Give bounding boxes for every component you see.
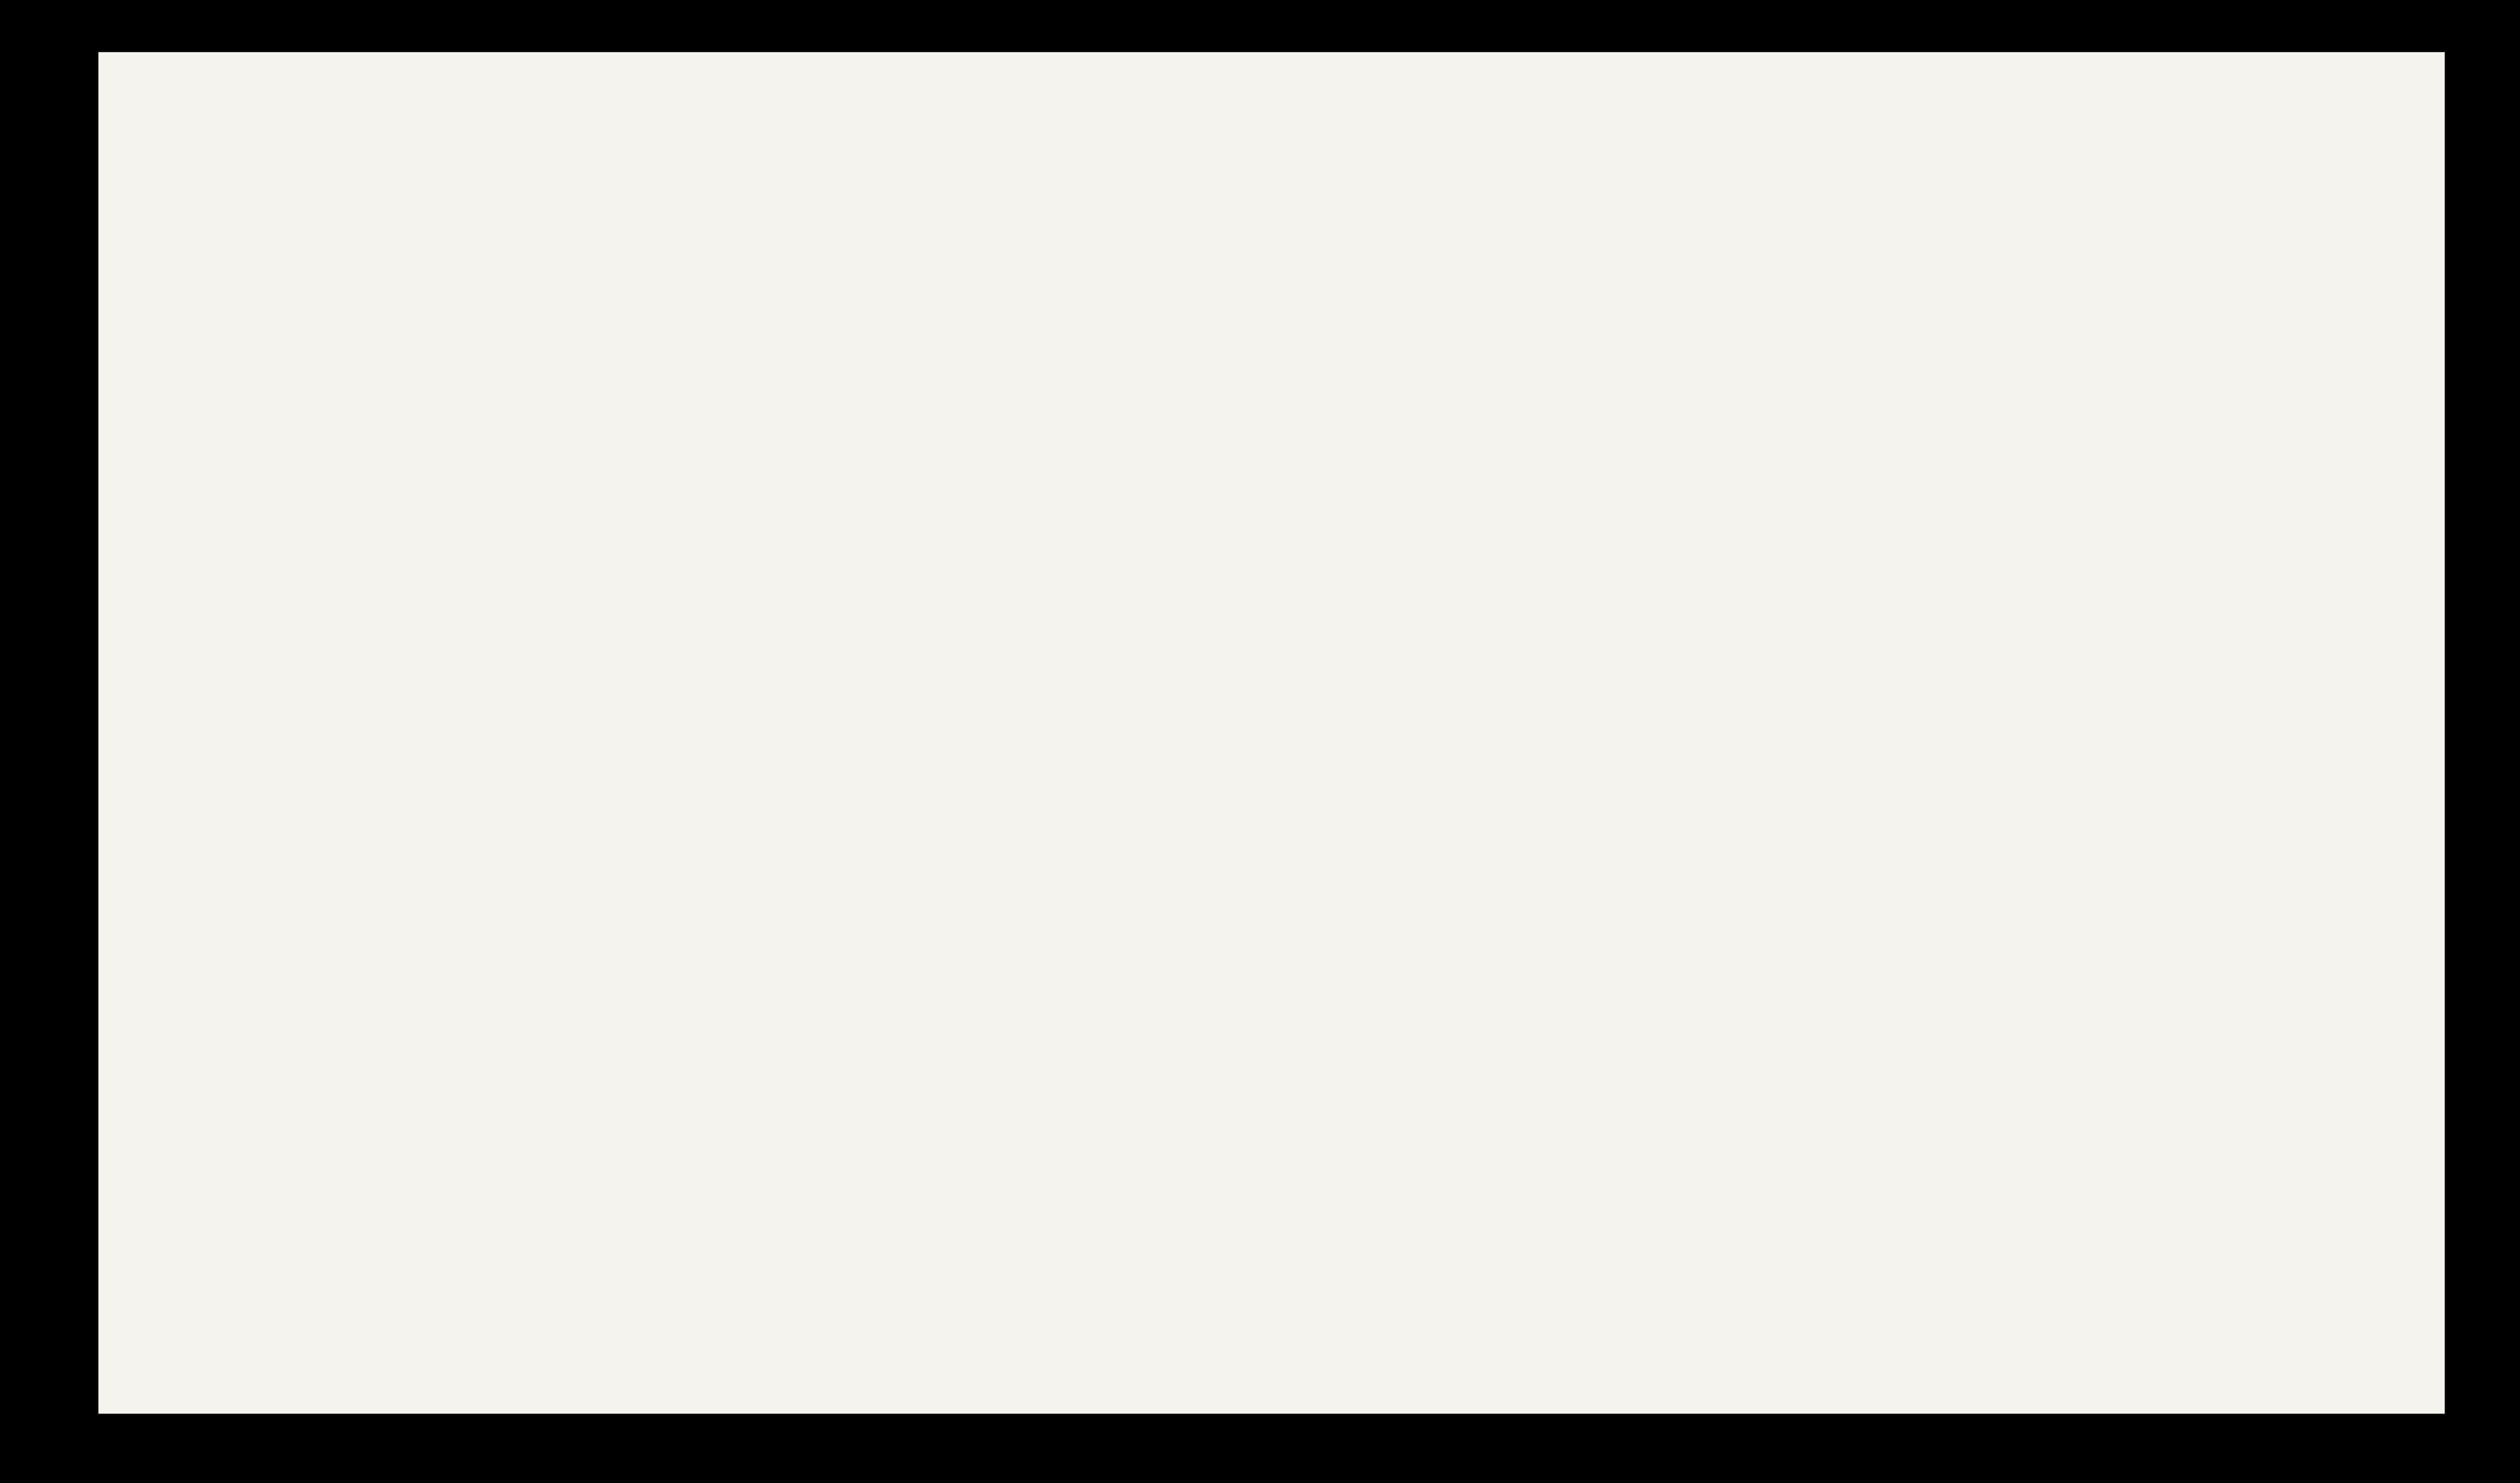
census-card-form: [97, 51, 2446, 1415]
census-card-sheet: [97, 51, 2446, 1415]
